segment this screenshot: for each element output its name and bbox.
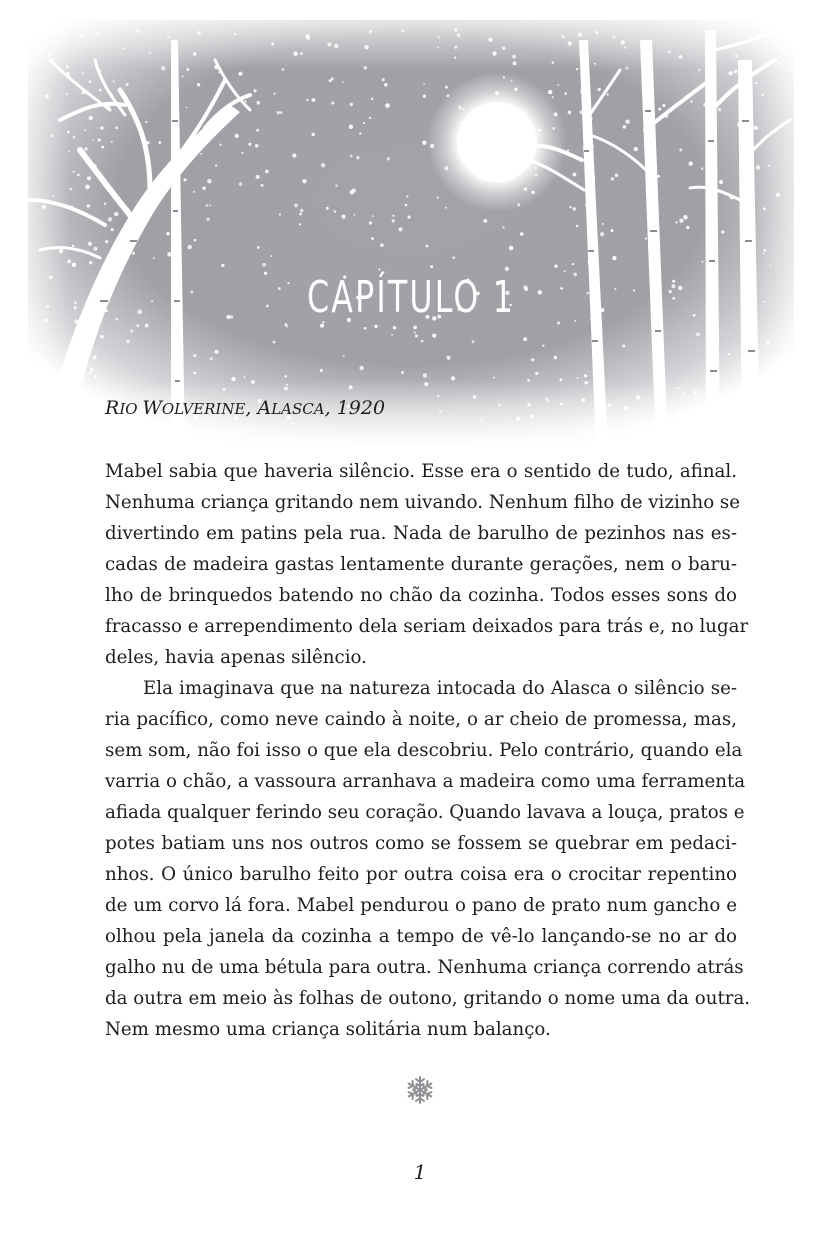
snow-dot <box>186 107 188 109</box>
location-text: , A <box>245 397 272 419</box>
snow-dot <box>517 203 520 206</box>
snow-dot <box>299 213 302 216</box>
snow-dot <box>452 256 455 259</box>
snow-dot <box>219 144 222 147</box>
snow-dot <box>209 204 211 206</box>
snow-dot <box>331 101 334 104</box>
snow-dot <box>728 353 731 356</box>
text-line: Mabel sabia que haveria silêncio. Esse era o sentido de tudo, afinal. <box>105 461 737 482</box>
snow-dot <box>73 306 77 310</box>
snow-dot <box>193 354 196 357</box>
snow-dot <box>509 246 514 251</box>
snow-dot <box>392 215 394 217</box>
snow-dot <box>686 226 689 229</box>
snow-dot <box>243 376 245 378</box>
snow-dot <box>458 106 462 110</box>
chapter-header-illustration <box>0 0 822 450</box>
text-line: ria pacífico, como neve caindo à noite, o ar cheio de promessa, mas, <box>105 709 737 730</box>
snow-dot <box>552 127 555 130</box>
snow-dot <box>554 356 558 360</box>
snow-dot <box>284 375 286 377</box>
snow-dot <box>499 121 501 123</box>
snow-dot <box>272 341 275 344</box>
snow-dot <box>514 88 517 91</box>
page-number: 1 <box>413 1160 427 1184</box>
snow-dot <box>702 261 704 263</box>
snow-dot <box>341 215 345 219</box>
snow-dot <box>483 219 487 223</box>
snow-dot <box>245 100 247 102</box>
snow-dot <box>701 167 703 169</box>
snow-dot <box>115 127 118 130</box>
snow-dot <box>611 177 614 180</box>
snow-dot <box>572 263 574 265</box>
text-line: potes batiam uns nos outros como se fossem se quebrar em pedaci- <box>105 833 737 854</box>
snow-dot <box>445 86 448 89</box>
snow-dot <box>493 377 495 379</box>
snow-dot <box>193 371 196 374</box>
snow-dot <box>401 371 404 374</box>
paragraph-1 <box>105 456 749 673</box>
snow-dot <box>535 372 538 375</box>
snow-dot <box>207 179 211 183</box>
snow-dot <box>384 83 387 86</box>
snow-dot <box>683 215 688 220</box>
snow-dot <box>254 89 257 92</box>
snow-dot <box>538 129 541 132</box>
snow-dot <box>271 255 273 257</box>
snow-dot <box>535 174 538 177</box>
location-text: OLVERINE <box>161 400 246 418</box>
location-text: IO <box>119 400 143 418</box>
snow-dot <box>84 129 86 131</box>
text-line: afiada qualquer ferindo seu coração. Quando lavava a louça, pratos e <box>105 802 745 823</box>
snow-dot <box>210 357 213 360</box>
snow-dot <box>502 226 504 228</box>
snow-dot <box>350 190 354 194</box>
snow-dot <box>200 153 202 155</box>
snow-dot <box>568 111 572 115</box>
snow-dot <box>495 91 499 95</box>
snow-dot <box>364 327 367 330</box>
snow-dot <box>329 79 332 82</box>
snow-dot <box>100 335 104 339</box>
snow-dot <box>382 78 385 81</box>
text-line: fracasso e arrependimento dela seriam deixados para trás e, no lugar <box>105 616 749 637</box>
snow-dot <box>292 153 296 157</box>
snow-dot <box>74 301 76 303</box>
snow-dot <box>548 90 553 95</box>
snow-dot <box>391 334 393 336</box>
snow-dot <box>573 207 577 211</box>
paragraph-2 <box>105 673 751 1045</box>
snow-dot <box>265 170 269 174</box>
snow-dot <box>320 324 324 328</box>
snow-dot <box>320 369 323 372</box>
snow-dot <box>311 133 315 137</box>
snow-dot <box>256 175 260 179</box>
snow-dot <box>385 103 389 107</box>
snow-dot <box>479 146 481 148</box>
snow-dot <box>90 368 94 372</box>
snow-dot <box>145 324 149 328</box>
snow-dot <box>88 242 92 246</box>
snow-dot <box>111 228 114 231</box>
snow-dot <box>584 374 587 377</box>
snow-dot <box>451 376 455 380</box>
snow-dot <box>202 186 206 190</box>
snow-dot <box>194 239 197 242</box>
snow-dot <box>87 176 91 180</box>
text-line: varria o chão, a vassoura arranhava a madeira como uma ferramenta <box>105 771 746 792</box>
snow-dot <box>363 122 365 124</box>
snow-dot <box>446 356 450 360</box>
snow-dot <box>277 111 280 114</box>
snow-dot <box>87 204 91 208</box>
snow-dot <box>445 207 447 209</box>
snow-dot <box>423 83 425 85</box>
snow-dot <box>85 185 90 190</box>
snow-dot <box>371 237 374 240</box>
text-line: da outra em meio às folhas de outono, gritando o nome uma da outra. <box>105 988 751 1009</box>
snow-dot <box>531 191 534 194</box>
snow-dot <box>423 373 428 378</box>
snow-dot <box>458 147 462 151</box>
snow-dot <box>567 149 569 151</box>
moon-icon <box>457 102 537 182</box>
snow-dot <box>89 116 93 120</box>
snow-dot <box>460 121 464 125</box>
snow-dot <box>215 164 217 166</box>
snow-dot <box>612 256 616 260</box>
snow-dot <box>187 245 191 249</box>
snow-dot <box>679 218 683 222</box>
snow-dot <box>557 84 559 86</box>
snow-dot <box>255 144 259 148</box>
snow-dot <box>93 355 97 359</box>
snow-dot <box>679 148 682 151</box>
snow-dot <box>241 152 243 154</box>
snow-dot <box>554 112 558 116</box>
snow-dot <box>279 213 281 215</box>
snow-dot <box>542 345 544 347</box>
snow-dot <box>380 243 384 247</box>
snow-dot <box>505 267 509 271</box>
text-line: Nem mesmo uma criança solitária num balanço. <box>105 1019 551 1040</box>
snow-dot <box>696 332 700 336</box>
snow-dot <box>422 140 426 144</box>
snowflake-icon <box>404 1074 436 1106</box>
location-text: R <box>105 397 120 419</box>
snow-dot <box>645 237 647 239</box>
snow-dot <box>126 83 129 86</box>
text-line: Ela imaginava que na natureza intocada do Alasca o silêncio se- <box>143 678 737 699</box>
snow-dot <box>153 257 155 259</box>
snow-dot <box>511 80 513 82</box>
snow-dot <box>294 203 298 207</box>
snow-dot <box>302 179 306 183</box>
snow-dot <box>600 232 604 236</box>
snow-dot <box>534 167 536 169</box>
snow-dot <box>145 121 147 123</box>
snow-dot <box>321 163 325 167</box>
snow-dot <box>552 96 554 98</box>
snow-dot <box>378 268 380 270</box>
snow-dot <box>356 156 359 159</box>
text-line: divertindo em patins pela rua. Nada de barulho de pezinhos nas es- <box>105 523 737 544</box>
snow-dot <box>343 355 345 357</box>
snow-dot <box>622 344 625 347</box>
text-line: Nenhuma criança gritando nem uivando. Nenhum filho de vizinho se <box>105 492 741 513</box>
snow-dot <box>602 223 604 225</box>
snow-dot <box>447 94 450 97</box>
snow-dot <box>215 350 219 354</box>
snow-dot <box>273 93 275 95</box>
snow-dot <box>689 161 693 165</box>
snow-dot <box>444 166 448 170</box>
snow-dot <box>369 221 372 224</box>
snow-dot <box>111 141 113 143</box>
snow-dot <box>221 264 224 267</box>
snow-dot <box>206 218 209 221</box>
text-line: de um corvo lá fora. Mabel pendurou o pano de prato num gancho e <box>105 895 737 916</box>
snow-dot <box>94 247 98 251</box>
chapter-location <box>105 397 385 419</box>
snow-dot <box>607 93 609 95</box>
snow-dot <box>495 107 497 109</box>
snow-dot <box>658 108 661 111</box>
snow-dot <box>256 101 260 105</box>
snow-dot <box>311 98 315 102</box>
snow-dot <box>114 212 119 217</box>
text-line: nhos. O único barulho feito por outra coisa era o crocitar repentino <box>105 864 737 885</box>
snow-dot <box>334 210 337 213</box>
snow-dot <box>284 323 287 326</box>
snow-dot <box>520 232 524 236</box>
snow-dot <box>261 184 264 187</box>
snow-dot <box>374 325 377 328</box>
snow-dot <box>423 95 426 98</box>
snow-dot <box>300 209 303 212</box>
snow-dot <box>728 71 732 75</box>
snow-dot <box>371 98 373 100</box>
snow-dot <box>183 178 186 181</box>
snow-dot <box>598 88 601 91</box>
snow-dot <box>569 206 571 208</box>
snow-dot <box>554 264 557 267</box>
snow-dot <box>89 372 92 375</box>
snow-dot <box>104 203 107 206</box>
snow-dot <box>413 326 417 330</box>
snow-dot <box>248 143 251 146</box>
snow-dot <box>503 76 505 78</box>
snow-dot <box>257 246 260 249</box>
snow-dot <box>77 174 80 177</box>
snow-dot <box>437 197 439 199</box>
snow-dot <box>101 146 104 149</box>
text-line: olhou pela janela da cozinha a tempo de vê-lo lançando-se no ar do <box>105 926 737 947</box>
snow-dot <box>675 221 677 223</box>
snow-dot <box>475 167 479 171</box>
snow-dot <box>524 159 526 161</box>
snow-dot <box>524 187 528 191</box>
winter-forest-illustration <box>0 0 822 450</box>
snow-dot <box>105 240 108 243</box>
snow-dot <box>126 340 129 343</box>
snow-dot <box>369 117 371 119</box>
text-line: lho de brinquedos batendo no chão da cozinha. Todos esses sons do <box>105 585 737 606</box>
snow-dot <box>73 171 75 173</box>
snow-dot <box>531 358 534 361</box>
snow-dot <box>611 229 614 232</box>
snow-dot <box>564 92 567 95</box>
snow-dot <box>132 252 135 255</box>
snow-dot <box>89 261 92 264</box>
snow-dot <box>398 227 402 231</box>
snow-dot <box>197 83 200 86</box>
snow-dot <box>572 172 576 176</box>
snow-dot <box>623 125 627 129</box>
location-text: LASCA <box>271 400 325 418</box>
snow-dot <box>359 132 361 134</box>
snow-dot <box>130 329 133 332</box>
snow-dot <box>239 182 243 186</box>
snow-dot <box>299 223 301 225</box>
snow-dot <box>335 185 337 187</box>
text-line: sem som, não foi isso o que ela descobriu. Pelo contrário, quando ela <box>105 740 743 761</box>
snow-dot <box>625 119 630 124</box>
snow-dot <box>615 174 618 177</box>
snow-dot <box>511 150 514 153</box>
chapter-title: CAPÍTULO 1 <box>306 272 516 323</box>
snow-dot <box>577 377 579 379</box>
snow-dot <box>94 375 97 378</box>
snow-dot <box>92 139 94 141</box>
snow-dot <box>721 230 724 233</box>
snow-dot <box>430 265 433 268</box>
snow-dot <box>158 141 161 144</box>
snow-dot <box>238 72 242 76</box>
snow-dot <box>342 81 344 83</box>
snow-dot <box>350 103 353 106</box>
text-line: galho nu de uma bétula para outra. Nenhuma criança correndo atrás <box>105 957 744 978</box>
snow-dot <box>690 100 693 103</box>
snow-dot <box>426 245 429 248</box>
snow-dot <box>415 334 418 337</box>
chapter-body <box>105 456 751 1045</box>
snow-dot <box>405 204 407 206</box>
snow-dot <box>235 134 239 138</box>
snow-dot <box>82 72 84 74</box>
text-line: cadas de madeira gastas lentamente durante gerações, nem o baru- <box>105 554 737 575</box>
snow-dot <box>206 204 209 207</box>
snow-dot <box>432 334 436 338</box>
snow-dot <box>193 191 195 193</box>
snow-dot <box>350 155 353 158</box>
snow-dot <box>430 144 434 148</box>
snow-dot <box>421 340 424 343</box>
snow-dot <box>113 80 115 82</box>
snow-dot <box>576 225 579 228</box>
snow-dot <box>719 180 723 184</box>
snow-dot <box>718 108 721 111</box>
snow-dot <box>414 331 416 333</box>
snow-dot <box>657 175 660 178</box>
snow-dot <box>262 263 266 267</box>
snow-dot <box>72 263 76 267</box>
snow-dot <box>73 136 75 138</box>
snow-dot <box>326 207 329 210</box>
snow-dot <box>136 324 139 327</box>
snow-dot <box>349 125 353 129</box>
snow-dot <box>84 147 88 151</box>
snow-dot <box>89 80 92 83</box>
snow-dot <box>359 366 363 370</box>
snow-dot <box>98 139 101 142</box>
snow-dot <box>372 215 374 217</box>
snow-dot <box>392 219 395 222</box>
snow-dot <box>166 232 170 236</box>
snow-dot <box>256 129 259 132</box>
snow-dot <box>387 157 390 160</box>
snow-dot <box>181 75 183 77</box>
snow-dot <box>72 245 75 248</box>
snow-dot <box>100 126 104 130</box>
text-line: deles, havia apenas silêncio. <box>105 647 367 668</box>
snow-dot <box>280 111 283 114</box>
snow-dot <box>662 104 665 107</box>
snow-dot <box>393 326 397 330</box>
snow-dot <box>408 216 411 219</box>
location-text: W <box>142 397 162 419</box>
snow-dot <box>523 337 527 341</box>
snow-dot <box>353 214 355 216</box>
snow-dot <box>734 70 738 74</box>
location-year: , 1920 <box>324 397 386 419</box>
snow-dot <box>472 340 475 343</box>
snow-dot <box>406 195 408 197</box>
snow-dot <box>634 147 638 151</box>
snow-dot <box>463 108 465 110</box>
snow-dot <box>306 99 309 102</box>
snow-dot <box>99 89 102 92</box>
snow-dot <box>108 217 112 221</box>
